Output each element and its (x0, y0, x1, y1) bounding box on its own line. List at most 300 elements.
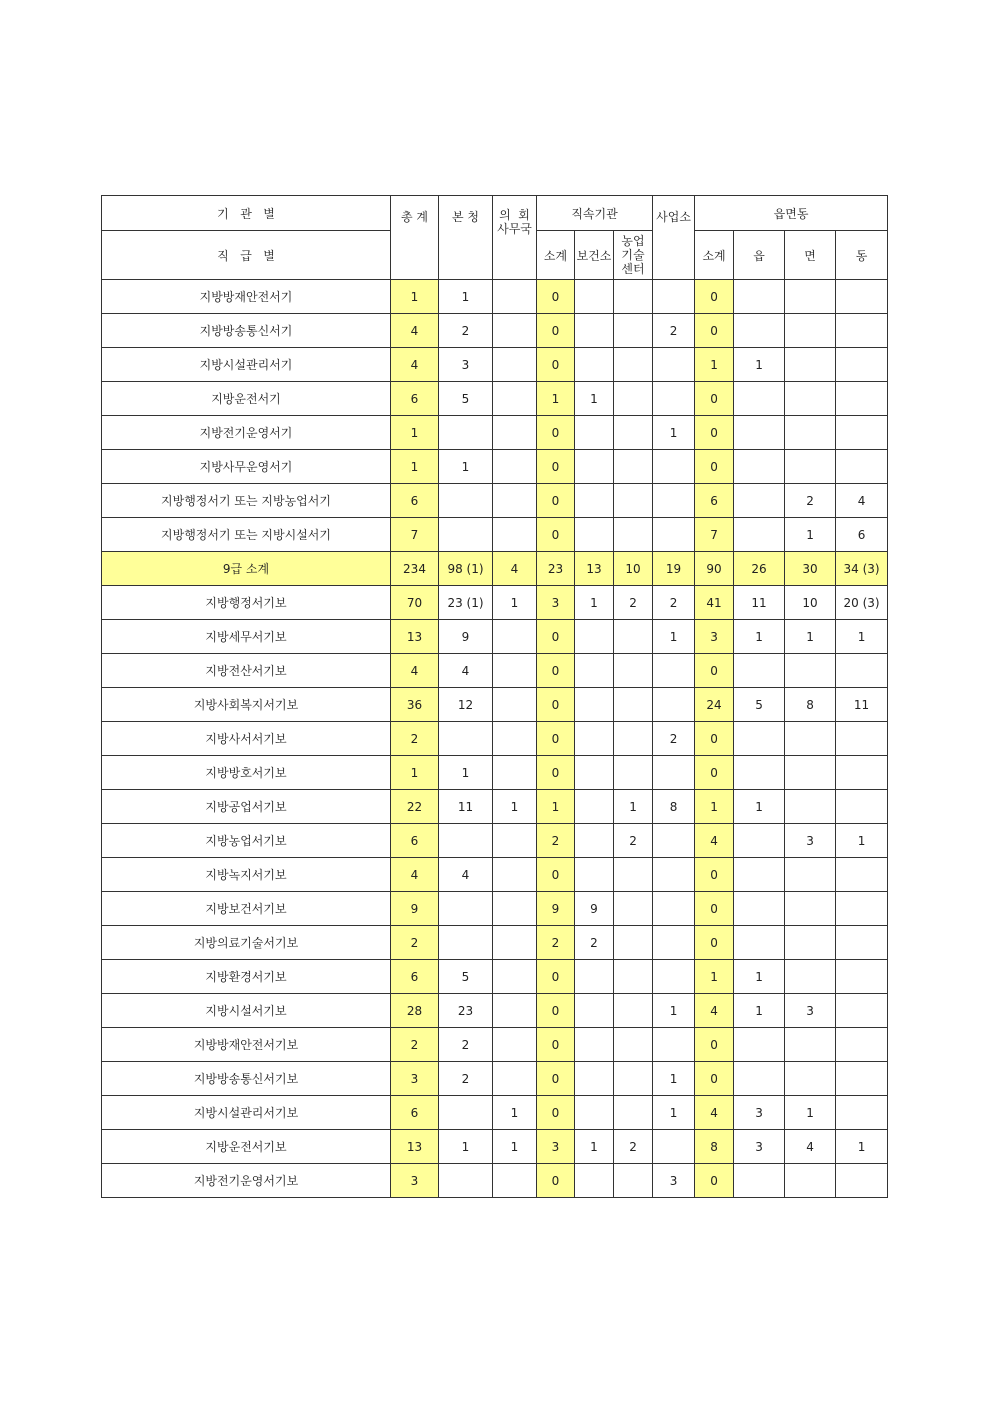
eup-cell (734, 858, 785, 892)
business-office-cell (653, 1028, 695, 1062)
direct-subtotal-cell: 0 (537, 348, 575, 382)
total-cell: 13 (391, 620, 439, 654)
myeon-cell (785, 790, 836, 824)
health-center-cell (575, 620, 614, 654)
total-cell: 2 (391, 926, 439, 960)
agri-center-cell: 2 (614, 586, 653, 620)
main-office-cell (439, 824, 493, 858)
eup-myeon-dong-header: 읍면동 (695, 196, 888, 231)
main-office-cell: 1 (439, 756, 493, 790)
total-cell: 13 (391, 1130, 439, 1164)
dong-cell (836, 382, 888, 416)
eup-cell (734, 654, 785, 688)
health-center-cell (575, 484, 614, 518)
direct-subtotal-cell: 0 (537, 994, 575, 1028)
direct-subtotal-cell: 23 (537, 552, 575, 586)
dong-cell: 6 (836, 518, 888, 552)
eup-cell (734, 756, 785, 790)
emd-subtotal-cell: 0 (695, 280, 734, 314)
dong-cell (836, 1164, 888, 1198)
agri-header-line3: 센터 (621, 262, 645, 276)
main-office-cell: 5 (439, 382, 493, 416)
rank-name-cell: 9급 소계 (102, 552, 391, 586)
council-cell (493, 1062, 537, 1096)
business-office-cell (653, 348, 695, 382)
agri-center-cell (614, 416, 653, 450)
main-office-cell: 9 (439, 620, 493, 654)
council-cell (493, 314, 537, 348)
rank-name-cell: 지방시설관리서기보 (102, 1096, 391, 1130)
table-row (102, 858, 888, 892)
emd-subtotal-cell: 1 (695, 348, 734, 382)
total-cell: 1 (391, 450, 439, 484)
table-row (102, 756, 888, 790)
council-cell (493, 654, 537, 688)
rank-name-cell: 지방의료기술서기보 (102, 926, 391, 960)
main-office-cell: 2 (439, 314, 493, 348)
health-center-cell (575, 960, 614, 994)
business-office-cell (653, 484, 695, 518)
council-cell (493, 280, 537, 314)
myeon-cell: 30 (785, 552, 836, 586)
council-cell: 1 (493, 586, 537, 620)
direct-subtotal-cell: 0 (537, 756, 575, 790)
agri-center-cell (614, 280, 653, 314)
total-cell: 6 (391, 824, 439, 858)
emd-subtotal-cell: 7 (695, 518, 734, 552)
council-cell (493, 892, 537, 926)
direct-subtotal-cell: 0 (537, 1164, 575, 1198)
table-row (102, 620, 888, 654)
rank-name-cell: 지방행정서기 또는 지방시설서기 (102, 518, 391, 552)
council-cell (493, 382, 537, 416)
emd-subtotal-cell: 24 (695, 688, 734, 722)
rank-name-cell: 지방사서서기보 (102, 722, 391, 756)
emd-subtotal-cell: 0 (695, 722, 734, 756)
direct-subtotal-cell: 0 (537, 654, 575, 688)
business-office-cell (653, 688, 695, 722)
health-center-cell (575, 790, 614, 824)
eup-cell (734, 926, 785, 960)
total-cell: 36 (391, 688, 439, 722)
dong-cell: 20 (3) (836, 586, 888, 620)
myeon-cell: 8 (785, 688, 836, 722)
rank-name-cell: 지방사회복지서기보 (102, 688, 391, 722)
health-center-cell (575, 654, 614, 688)
health-center-cell: 13 (575, 552, 614, 586)
table-row (102, 1062, 888, 1096)
rank-name-cell: 지방공업서기보 (102, 790, 391, 824)
agri-center-cell (614, 892, 653, 926)
direct-subtotal-cell: 0 (537, 858, 575, 892)
agri-center-cell (614, 926, 653, 960)
direct-org-header: 직속기관 (537, 196, 653, 231)
council-header-line1: 의 회 (499, 208, 530, 222)
main-office-cell: 4 (439, 654, 493, 688)
table-row (102, 484, 888, 518)
council-cell (493, 688, 537, 722)
direct-subtotal-cell: 1 (537, 382, 575, 416)
business-office-cell (653, 926, 695, 960)
table-row (102, 416, 888, 450)
direct-subtotal-cell: 3 (537, 1130, 575, 1164)
business-office-cell (653, 858, 695, 892)
eup-cell (734, 416, 785, 450)
health-center-cell (575, 1062, 614, 1096)
direct-subtotal-cell: 0 (537, 1062, 575, 1096)
direct-subtotal-cell: 0 (537, 518, 575, 552)
direct-subtotal-cell: 0 (537, 484, 575, 518)
total-cell: 9 (391, 892, 439, 926)
direct-subtotal-cell: 9 (537, 892, 575, 926)
eup-cell: 11 (734, 586, 785, 620)
business-office-cell: 2 (653, 722, 695, 756)
eup-cell (734, 280, 785, 314)
direct-subtotal-header: 소계 (537, 231, 575, 280)
myeon-cell (785, 314, 836, 348)
dong-cell (836, 280, 888, 314)
business-office-cell: 1 (653, 1062, 695, 1096)
total-cell: 4 (391, 314, 439, 348)
business-office-cell: 1 (653, 620, 695, 654)
rank-name-cell: 지방전산서기보 (102, 654, 391, 688)
main-office-cell: 2 (439, 1028, 493, 1062)
myeon-cell (785, 892, 836, 926)
business-office-cell: 19 (653, 552, 695, 586)
myeon-cell (785, 960, 836, 994)
dong-cell (836, 654, 888, 688)
total-cell: 70 (391, 586, 439, 620)
emd-subtotal-cell: 8 (695, 1130, 734, 1164)
table-row (102, 722, 888, 756)
dong-cell (836, 756, 888, 790)
council-cell (493, 484, 537, 518)
total-cell: 3 (391, 1062, 439, 1096)
total-cell: 4 (391, 654, 439, 688)
direct-subtotal-cell: 3 (537, 586, 575, 620)
main-office-cell: 4 (439, 858, 493, 892)
table-row (102, 1028, 888, 1062)
myeon-cell (785, 1028, 836, 1062)
myeon-cell (785, 1164, 836, 1198)
dong-cell (836, 722, 888, 756)
total-cell: 4 (391, 348, 439, 382)
business-office-cell (653, 960, 695, 994)
business-office-header: 사업소 (653, 196, 695, 280)
agri-center-cell (614, 756, 653, 790)
main-office-cell: 2 (439, 1062, 493, 1096)
council-cell: 1 (493, 1096, 537, 1130)
eup-cell: 3 (734, 1096, 785, 1130)
council-cell (493, 416, 537, 450)
business-office-cell (653, 824, 695, 858)
health-center-cell (575, 722, 614, 756)
table-row (102, 586, 888, 620)
direct-subtotal-cell: 0 (537, 314, 575, 348)
direct-subtotal-cell: 0 (537, 1028, 575, 1062)
emd-subtotal-cell: 0 (695, 892, 734, 926)
table-row (102, 960, 888, 994)
total-cell: 7 (391, 518, 439, 552)
rank-name-cell: 지방운전서기 (102, 382, 391, 416)
myeon-cell (785, 858, 836, 892)
dong-cell (836, 926, 888, 960)
total-cell: 2 (391, 722, 439, 756)
main-office-cell: 23 (439, 994, 493, 1028)
rank-name-cell: 지방녹지서기보 (102, 858, 391, 892)
agri-center-cell: 2 (614, 824, 653, 858)
council-cell: 1 (493, 790, 537, 824)
council-header-line2: 사무국 (497, 222, 532, 236)
rank-name-cell: 지방농업서기보 (102, 824, 391, 858)
agri-center-cell (614, 348, 653, 382)
dong-cell: 11 (836, 688, 888, 722)
dong-cell (836, 892, 888, 926)
council-cell (493, 1164, 537, 1198)
main-office-cell (439, 1164, 493, 1198)
main-office-cell: 1 (439, 450, 493, 484)
health-center-cell (575, 994, 614, 1028)
eup-header: 읍 (734, 231, 785, 280)
myeon-cell (785, 1062, 836, 1096)
emd-subtotal-cell: 0 (695, 314, 734, 348)
myeon-cell (785, 450, 836, 484)
table-row (102, 790, 888, 824)
emd-subtotal-cell: 0 (695, 382, 734, 416)
eup-cell (734, 892, 785, 926)
agri-center-cell (614, 1164, 653, 1198)
agri-center-cell (614, 858, 653, 892)
business-office-cell (653, 280, 695, 314)
myeon-cell (785, 926, 836, 960)
rank-name-cell: 지방사무운영서기 (102, 450, 391, 484)
business-office-cell (653, 382, 695, 416)
direct-subtotal-cell: 0 (537, 688, 575, 722)
myeon-cell: 1 (785, 620, 836, 654)
dong-cell: 1 (836, 620, 888, 654)
dong-cell: 1 (836, 824, 888, 858)
rank-name-cell: 지방세무서기보 (102, 620, 391, 654)
total-cell: 1 (391, 756, 439, 790)
dong-cell (836, 960, 888, 994)
health-center-cell (575, 280, 614, 314)
eup-cell (734, 1028, 785, 1062)
council-cell (493, 518, 537, 552)
business-office-cell (653, 756, 695, 790)
council-cell: 1 (493, 1130, 537, 1164)
main-office-cell: 1 (439, 280, 493, 314)
table-row (102, 314, 888, 348)
eup-cell (734, 518, 785, 552)
direct-subtotal-cell: 1 (537, 790, 575, 824)
table-row (102, 926, 888, 960)
dong-cell (836, 348, 888, 382)
table-row (102, 654, 888, 688)
eup-cell (734, 484, 785, 518)
myeon-cell: 3 (785, 824, 836, 858)
emd-subtotal-cell: 0 (695, 1028, 734, 1062)
rank-name-cell: 지방시설관리서기 (102, 348, 391, 382)
eup-cell: 1 (734, 790, 785, 824)
agri-center-cell: 10 (614, 552, 653, 586)
myeon-cell (785, 382, 836, 416)
health-center-cell (575, 756, 614, 790)
rank-name-cell: 지방방호서기보 (102, 756, 391, 790)
main-office-cell (439, 1096, 493, 1130)
agri-center-cell: 2 (614, 1130, 653, 1164)
dong-cell (836, 1028, 888, 1062)
total-cell: 6 (391, 484, 439, 518)
main-office-cell (439, 892, 493, 926)
rank-name-cell: 지방방재안전서기보 (102, 1028, 391, 1062)
rank-name-cell: 지방행정서기보 (102, 586, 391, 620)
business-office-cell: 8 (653, 790, 695, 824)
emd-subtotal-cell: 0 (695, 858, 734, 892)
agri-center-cell (614, 994, 653, 1028)
business-office-cell (653, 654, 695, 688)
council-cell (493, 994, 537, 1028)
main-office-cell (439, 926, 493, 960)
dong-header: 동 (836, 231, 888, 280)
rank-name-cell: 지방운전서기보 (102, 1130, 391, 1164)
health-center-cell (575, 688, 614, 722)
table-row (102, 280, 888, 314)
myeon-cell: 2 (785, 484, 836, 518)
main-office-cell: 12 (439, 688, 493, 722)
agri-header-line2: 기술 (621, 248, 645, 262)
total-cell: 22 (391, 790, 439, 824)
total-cell: 2 (391, 1028, 439, 1062)
dong-cell: 34 (3) (836, 552, 888, 586)
subtotal-row (102, 552, 888, 586)
emd-subtotal-cell: 3 (695, 620, 734, 654)
dong-cell (836, 790, 888, 824)
business-office-cell: 1 (653, 416, 695, 450)
direct-subtotal-cell: 2 (537, 824, 575, 858)
health-center-cell (575, 416, 614, 450)
business-office-cell: 2 (653, 314, 695, 348)
table-row (102, 892, 888, 926)
main-office-header: 본 청 (439, 196, 493, 280)
dong-cell (836, 858, 888, 892)
health-center-cell (575, 314, 614, 348)
rank-name-cell: 지방행정서기 또는 지방농업서기 (102, 484, 391, 518)
total-cell: 28 (391, 994, 439, 1028)
total-cell: 1 (391, 280, 439, 314)
direct-subtotal-cell: 0 (537, 416, 575, 450)
health-center-cell: 1 (575, 1130, 614, 1164)
emd-subtotal-cell: 6 (695, 484, 734, 518)
emd-subtotal-cell: 1 (695, 960, 734, 994)
health-center-cell (575, 1164, 614, 1198)
council-cell: 4 (493, 552, 537, 586)
rank-name-cell: 지방전기운영서기보 (102, 1164, 391, 1198)
table-row (102, 688, 888, 722)
total-cell: 6 (391, 1096, 439, 1130)
business-office-cell (653, 450, 695, 484)
myeon-cell (785, 280, 836, 314)
eup-cell (734, 1164, 785, 1198)
eup-cell: 26 (734, 552, 785, 586)
eup-cell: 5 (734, 688, 785, 722)
rank-name-cell: 지방보건서기보 (102, 892, 391, 926)
total-cell: 3 (391, 1164, 439, 1198)
health-center-cell (575, 824, 614, 858)
emd-subtotal-cell: 0 (695, 654, 734, 688)
rank-name-cell: 지방환경서기보 (102, 960, 391, 994)
rank-name-cell: 지방전기운영서기 (102, 416, 391, 450)
business-office-cell (653, 892, 695, 926)
dong-cell (836, 994, 888, 1028)
emd-subtotal-cell: 1 (695, 790, 734, 824)
agri-center-cell (614, 688, 653, 722)
health-center-header: 보건소 (575, 231, 614, 280)
main-office-cell (439, 518, 493, 552)
agri-center-cell (614, 1028, 653, 1062)
eup-cell (734, 450, 785, 484)
emd-subtotal-cell: 0 (695, 1164, 734, 1198)
direct-subtotal-cell: 0 (537, 280, 575, 314)
total-cell: 234 (391, 552, 439, 586)
agri-center-cell (614, 382, 653, 416)
total-cell: 6 (391, 382, 439, 416)
eup-cell: 1 (734, 620, 785, 654)
council-cell (493, 756, 537, 790)
main-office-cell (439, 484, 493, 518)
staffing-table (101, 195, 888, 1198)
emd-subtotal-cell: 0 (695, 450, 734, 484)
myeon-cell (785, 654, 836, 688)
direct-subtotal-cell: 0 (537, 450, 575, 484)
rank-name-cell: 지방방송통신서기 (102, 314, 391, 348)
table-body (102, 280, 888, 1198)
myeon-cell: 10 (785, 586, 836, 620)
emd-subtotal-header: 소계 (695, 231, 734, 280)
agri-center-cell (614, 1062, 653, 1096)
agri-center-cell: 1 (614, 790, 653, 824)
council-header (493, 196, 537, 280)
agri-center-cell (614, 960, 653, 994)
total-cell: 4 (391, 858, 439, 892)
business-office-cell (653, 1130, 695, 1164)
emd-subtotal-cell: 41 (695, 586, 734, 620)
total-cell: 1 (391, 416, 439, 450)
main-office-cell: 5 (439, 960, 493, 994)
council-cell (493, 926, 537, 960)
rank-name-cell: 지방방재안전서기 (102, 280, 391, 314)
direct-subtotal-cell: 0 (537, 1096, 575, 1130)
health-center-cell (575, 858, 614, 892)
dong-cell (836, 1096, 888, 1130)
health-center-cell (575, 518, 614, 552)
eup-cell: 1 (734, 348, 785, 382)
agri-center-cell (614, 484, 653, 518)
table-row (102, 348, 888, 382)
eup-cell (734, 1062, 785, 1096)
eup-cell: 1 (734, 960, 785, 994)
main-office-cell (439, 722, 493, 756)
council-cell (493, 824, 537, 858)
main-office-cell: 3 (439, 348, 493, 382)
main-office-cell: 98 (1) (439, 552, 493, 586)
health-center-cell (575, 348, 614, 382)
table-row (102, 1096, 888, 1130)
business-office-cell: 3 (653, 1164, 695, 1198)
table-row (102, 382, 888, 416)
council-cell (493, 1028, 537, 1062)
direct-subtotal-cell: 0 (537, 620, 575, 654)
rank-name-cell: 지방시설서기보 (102, 994, 391, 1028)
